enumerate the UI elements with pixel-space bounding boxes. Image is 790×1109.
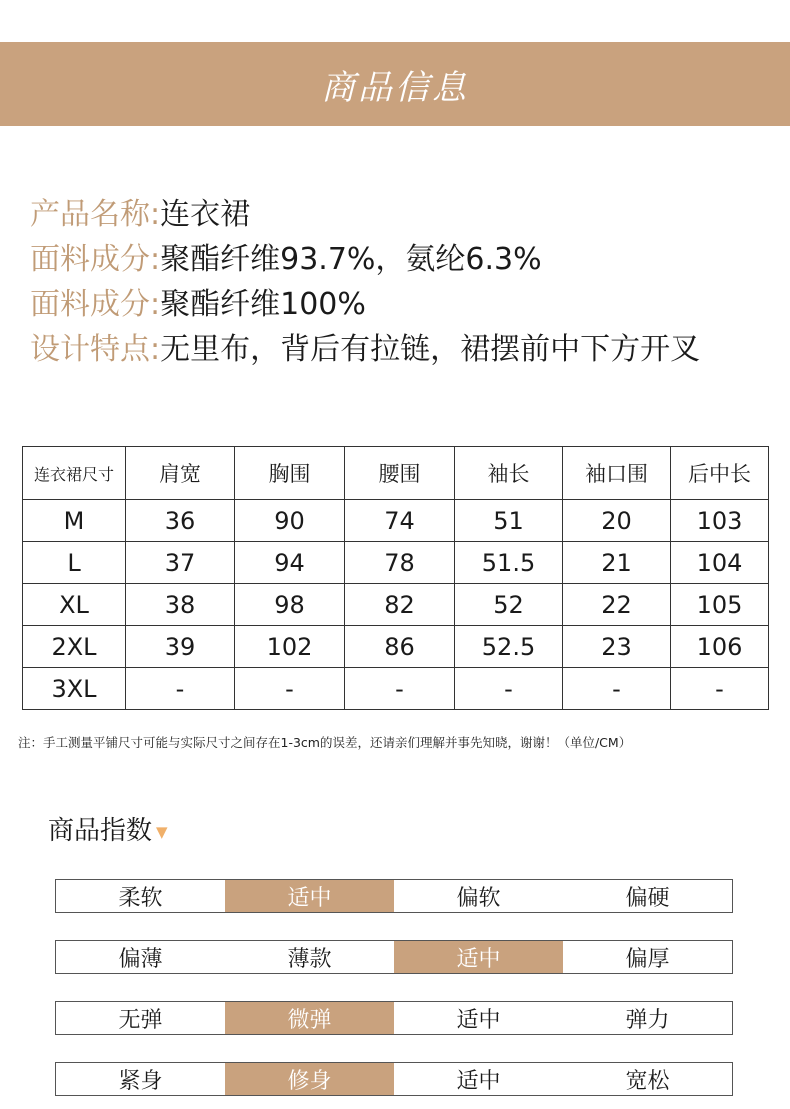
index-option: 偏薄 bbox=[118, 946, 163, 972]
table-row bbox=[23, 500, 769, 542]
info-label: 面料成分: bbox=[30, 241, 161, 277]
table-cell: 74 bbox=[345, 500, 455, 542]
index-option: 偏硬 bbox=[625, 885, 670, 911]
info-row-design bbox=[30, 323, 700, 368]
info-value: 聚酯纤维100% bbox=[160, 286, 366, 322]
table-header-cell: 胸围 bbox=[235, 447, 345, 500]
index-option: 适中 bbox=[456, 1007, 501, 1033]
index-title-text: 商品指数 bbox=[48, 816, 153, 846]
table-cell: 86 bbox=[345, 626, 455, 668]
table-cell: 98 bbox=[235, 584, 345, 626]
index-option-selected: 微弹 bbox=[225, 1002, 394, 1034]
info-label: 面料成分: bbox=[30, 286, 161, 322]
index-option-selected: 适中 bbox=[394, 941, 563, 973]
index-option: 弹力 bbox=[625, 1007, 670, 1033]
table-cell: 106 bbox=[671, 626, 769, 668]
measurement-note: 注：手工测量平铺尺寸可能与实际尺寸之间存在1-3cm的误差，还请亲们理解并事先知晓，谢谢！（单位/CM） bbox=[18, 735, 632, 750]
table-cell: 103 bbox=[671, 500, 769, 542]
size-label-cell: XL bbox=[23, 584, 126, 626]
table-cell: 39 bbox=[126, 626, 235, 668]
table-header-cell: 袖长 bbox=[455, 447, 563, 500]
table-cell: 82 bbox=[345, 584, 455, 626]
table-cell: 78 bbox=[345, 542, 455, 584]
table-cell: - bbox=[235, 668, 345, 710]
info-label: 设计特点: bbox=[30, 331, 161, 367]
size-label-cell: 3XL bbox=[23, 668, 126, 710]
table-cell: 52 bbox=[455, 584, 563, 626]
table-row bbox=[23, 584, 769, 626]
table-cell: 52.5 bbox=[455, 626, 563, 668]
info-row-fabric bbox=[30, 278, 700, 323]
index-option: 薄款 bbox=[287, 946, 332, 972]
size-label-cell: 2XL bbox=[23, 626, 126, 668]
table-cell: 105 bbox=[671, 584, 769, 626]
table-cell: 90 bbox=[235, 500, 345, 542]
index-row bbox=[55, 879, 733, 913]
info-value: 无里布，背后有拉链，裙摆前中下方开叉 bbox=[160, 331, 701, 367]
table-cell: 38 bbox=[126, 584, 235, 626]
table-cell: 104 bbox=[671, 542, 769, 584]
table-cell: - bbox=[126, 668, 235, 710]
table-cell: - bbox=[563, 668, 671, 710]
table-cell: - bbox=[671, 668, 769, 710]
table-cell: 22 bbox=[563, 584, 671, 626]
info-label: 产品名称: bbox=[30, 196, 161, 232]
table-cell: 51.5 bbox=[455, 542, 563, 584]
table-cell: 23 bbox=[563, 626, 671, 668]
index-option: 无弹 bbox=[118, 1007, 163, 1033]
index-row bbox=[55, 1001, 733, 1035]
table-cell: 51 bbox=[455, 500, 563, 542]
index-option: 偏厚 bbox=[625, 946, 670, 972]
table-header-cell: 袖口围 bbox=[563, 447, 671, 500]
size-label-cell: M bbox=[23, 500, 126, 542]
table-header-cell: 后中长 bbox=[671, 447, 769, 500]
index-option: 偏软 bbox=[456, 885, 501, 911]
index-option: 适中 bbox=[456, 1068, 501, 1094]
header-banner bbox=[0, 42, 790, 126]
table-header-cell: 腰围 bbox=[345, 447, 455, 500]
index-option: 宽松 bbox=[625, 1068, 670, 1094]
table-row bbox=[23, 626, 769, 668]
index-row bbox=[55, 940, 733, 974]
triangle-down-icon: ▼ bbox=[156, 822, 168, 841]
table-cell: 94 bbox=[235, 542, 345, 584]
table-cell: 20 bbox=[563, 500, 671, 542]
table-row bbox=[23, 542, 769, 584]
table-row bbox=[23, 668, 769, 710]
banner-title: 商品信息 bbox=[321, 67, 469, 108]
table-cell: 37 bbox=[126, 542, 235, 584]
index-option-selected: 适中 bbox=[225, 880, 394, 912]
info-value: 连衣裙 bbox=[160, 196, 251, 232]
size-table bbox=[22, 446, 769, 710]
index-option: 柔软 bbox=[118, 885, 163, 911]
product-info bbox=[30, 188, 700, 368]
info-row-name bbox=[30, 188, 700, 233]
table-cell: - bbox=[455, 668, 563, 710]
table-cell: 36 bbox=[126, 500, 235, 542]
index-option-selected: 修身 bbox=[225, 1063, 394, 1095]
table-header-cell: 肩宽 bbox=[126, 447, 235, 500]
info-value: 聚酯纤维93.7%，氨纶6.3% bbox=[160, 241, 542, 277]
info-row-fabric bbox=[30, 233, 700, 278]
size-label-cell: L bbox=[23, 542, 126, 584]
index-option: 紧身 bbox=[118, 1068, 163, 1094]
table-cell: - bbox=[345, 668, 455, 710]
index-row bbox=[55, 1062, 733, 1096]
table-cell: 21 bbox=[563, 542, 671, 584]
table-header-cell: 连衣裙尺寸 bbox=[23, 447, 126, 500]
table-header-row bbox=[23, 447, 769, 500]
table-cell: 102 bbox=[235, 626, 345, 668]
index-title bbox=[48, 810, 168, 847]
